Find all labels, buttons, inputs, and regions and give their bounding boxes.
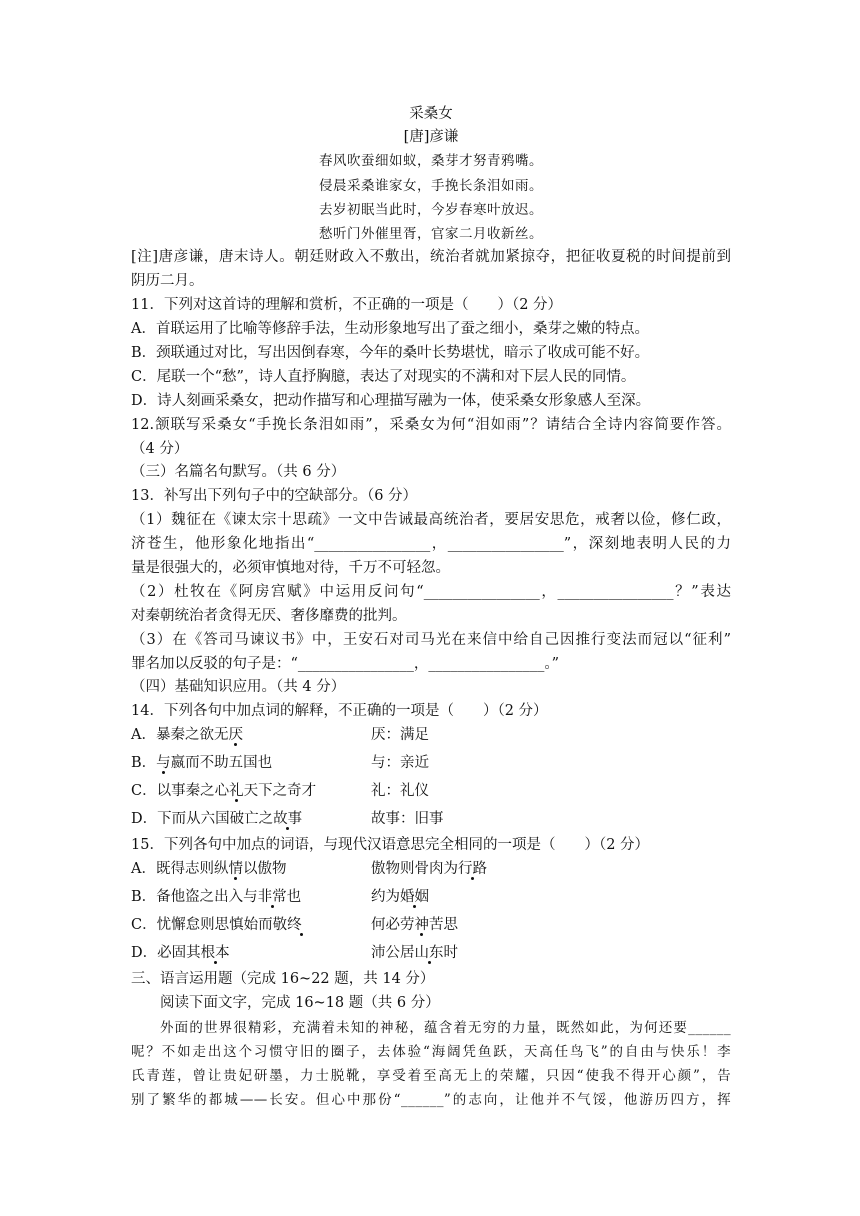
sentence-text: 时 xyxy=(443,945,458,961)
passage-line-4: 别了繁华的都城——长安。但心中那份“______”的志向，让他并不气馁，他游历四方，挥 xyxy=(131,1092,731,1108)
q15-option-a-right xyxy=(371,857,487,881)
sentence-text: 下而从六国破亡之 xyxy=(157,811,274,827)
option-letter: A． xyxy=(131,727,156,743)
q11-stem: 11．下列对这首诗的理解和赏析，不正确的一项是（ ）（2 分） xyxy=(131,297,563,313)
reading-instruction: 阅读下面文字，完成 16~18 题（共 6 分） xyxy=(160,995,440,1011)
q15-option-a-left xyxy=(131,857,286,881)
section-4-title: （四）基础知识应用。（共 4 分） xyxy=(131,679,346,695)
q14-option-a xyxy=(131,723,243,747)
q14-gloss-d: 故事：旧事 xyxy=(371,811,444,827)
q14-stem: 14．下列各句中加点词的解释，不正确的一项是（ ）（2 分） xyxy=(131,703,548,719)
sentence-text: 何必劳 xyxy=(371,917,415,933)
dotted-word: 情 xyxy=(228,861,243,877)
sentence-text: 以事秦之心 xyxy=(156,783,230,799)
q13-part2-line-2: 对秦朝统治者贪得无厌、奢侈靡费的批判。 xyxy=(131,608,407,624)
dotted-word: 与 xyxy=(156,755,171,771)
passage-line-2: 呢？不如走出这个习惯守旧的圈子，去体验“海阔凭鱼跃，天高任鸟飞”的自由与快乐！李 xyxy=(131,1044,731,1060)
q13-part3-line-1: （3）在《答司马谏议书》中，王安石对司马光在来信中给自己因推行变法而冠以“征利” xyxy=(131,632,731,648)
poem-note-line-2: 阴历二月。 xyxy=(131,273,204,289)
q12-stem-line-1: 12.颔联写采桑女“手挽长条泪如雨”，采桑女为何“泪如雨”？请结合全诗内容简要作答。 xyxy=(131,417,731,433)
dotted-word: 非常 xyxy=(257,889,287,905)
q13-part1-line-3: 量是很强大的，必须审慎地对待，千万不可轻忽。 xyxy=(131,560,450,576)
sentence-text: 忧懈怠则思慎始而敬终 xyxy=(156,917,302,933)
sentence-text: 也 xyxy=(286,889,302,905)
q11-option-b: B．颈联通过对比，写出因倒春寒，今年的桑叶长势堪忧，暗示了收成可能不好。 xyxy=(131,345,650,361)
dotted-word: 婚姻 xyxy=(400,889,429,905)
dotted-word: 礼 xyxy=(229,783,244,799)
q15-option-d-right xyxy=(371,941,458,965)
sentence-text: 傲物则骨肉为 xyxy=(371,861,458,877)
poem-line-1: 春风吹蚕细如蚁，桑芽才努青鸦嘴。 xyxy=(319,153,543,169)
sentence-text: 暴秦之欲无 xyxy=(155,727,229,743)
sentence-text: 沛公居 xyxy=(371,945,415,961)
poem-title: 采桑女 xyxy=(409,106,453,122)
q13-part3-line-2: 罪名加以反驳的句子是：“________________，________________。” xyxy=(131,656,560,672)
q15-option-b-left xyxy=(131,885,301,909)
sentence-text: 既得志则纵 xyxy=(155,861,229,877)
poem-line-4: 愁听门外催里胥，官家二月收新丝。 xyxy=(319,226,543,242)
q14-option-d xyxy=(131,807,302,831)
poem-line-2: 侵晨采桑谁家女，手挽长条泪如雨。 xyxy=(319,178,543,194)
q12-stem-line-2: （4 分） xyxy=(131,441,189,457)
q11-option-a: A．首联运用了比喻等修辞手法，生动形象地写出了蚕之细小，桑芽之嫩的特点。 xyxy=(131,321,649,337)
q13-stem: 13．补写出下列句子中的空缺部分。（6 分） xyxy=(131,488,418,504)
q11-option-c: C．尾联一个“愁”，诗人直抒胸臆，表达了对现实的不满和对下层人民的同情。 xyxy=(131,369,636,385)
q15-option-c-right xyxy=(371,913,458,937)
option-letter: C． xyxy=(131,783,157,799)
q14-gloss-a: 厌：满足 xyxy=(371,727,429,743)
option-letter: C． xyxy=(131,917,157,933)
sentence-text: 天下之奇才 xyxy=(243,783,317,799)
sentence-text: 备他盗之出入与 xyxy=(156,889,258,905)
sentence-text: 必固其 xyxy=(157,945,201,961)
sentence-text: 嬴而不助五国也 xyxy=(170,755,273,771)
passage-line-1: 外面的世界很精彩，充满着未知的神秘，蕴含着无穷的力量，既然如此，为何还要______ xyxy=(160,1020,731,1036)
dotted-word: 行路 xyxy=(458,861,487,877)
dotted-word: 厌 xyxy=(228,727,243,743)
q14-gloss-c: 礼：礼仪 xyxy=(371,783,429,799)
poem-note-line-1: [注]唐彦谦，唐末诗人。朝廷财政入不敷出，统治者就加紧掠夺，把征收夏税的时间提前到 xyxy=(131,249,731,265)
q15-stem: 15．下列各句中加点的词语，与现代汉语意思完全相同的一项是（ ）（2 分） xyxy=(131,837,650,853)
sentence-text: 以傲物 xyxy=(242,861,287,877)
q15-option-b-right xyxy=(371,885,429,909)
option-letter: D． xyxy=(131,811,158,827)
dotted-word: 根本 xyxy=(200,945,230,961)
option-letter: A． xyxy=(131,861,156,877)
q13-part1-line-1: （1）魏征在《谏太宗十思疏》一文中告诫最高统治者，要居安思危，戒奢以俭，修仁政， xyxy=(131,512,731,528)
q13-part2-line-1: （2）杜牧在《阿房宫赋》中运用反问句“________________，________________？”表达 xyxy=(131,584,731,600)
passage-line-3: 氏青莲，曾让贵妃研墨，力士脱靴，享受着至高无上的荣耀，只因“使我不得开心颜”，告 xyxy=(131,1068,731,1084)
q15-option-d-left xyxy=(131,941,230,965)
poem-line-3: 去岁初眠当此时，今岁春寒叶放迟。 xyxy=(319,202,543,218)
option-letter: B． xyxy=(131,755,157,771)
sentence-text: 约为 xyxy=(371,889,400,905)
q14-option-b xyxy=(131,751,272,775)
section-3-title: （三）名篇名句默写。（共 6 分） xyxy=(131,464,346,480)
q14-gloss-b: 与：亲近 xyxy=(371,755,429,771)
option-letter: D． xyxy=(131,945,158,961)
poem-author: [唐]彦谦 xyxy=(403,129,459,145)
part-3-title: 三、语言运用题（完成 16~22 题，共 14 分） xyxy=(131,971,435,987)
dotted-word: 故事 xyxy=(273,811,303,827)
sentence-text: 苦思 xyxy=(429,917,458,933)
dotted-word: 神 xyxy=(414,917,429,933)
dotted-word: 山东 xyxy=(414,945,444,961)
q14-option-c xyxy=(131,779,316,803)
q15-option-c-left xyxy=(131,913,302,937)
q11-option-d: D．诗人刻画采桑女，把动作描写和心理描写融为一体，使采桑女形象感人至深。 xyxy=(131,393,651,409)
q13-part1-line-2: 济苍生，他形象化地指出“________________，________________”，深刻地表明人民的力 xyxy=(131,536,731,552)
option-letter: B． xyxy=(131,889,157,905)
